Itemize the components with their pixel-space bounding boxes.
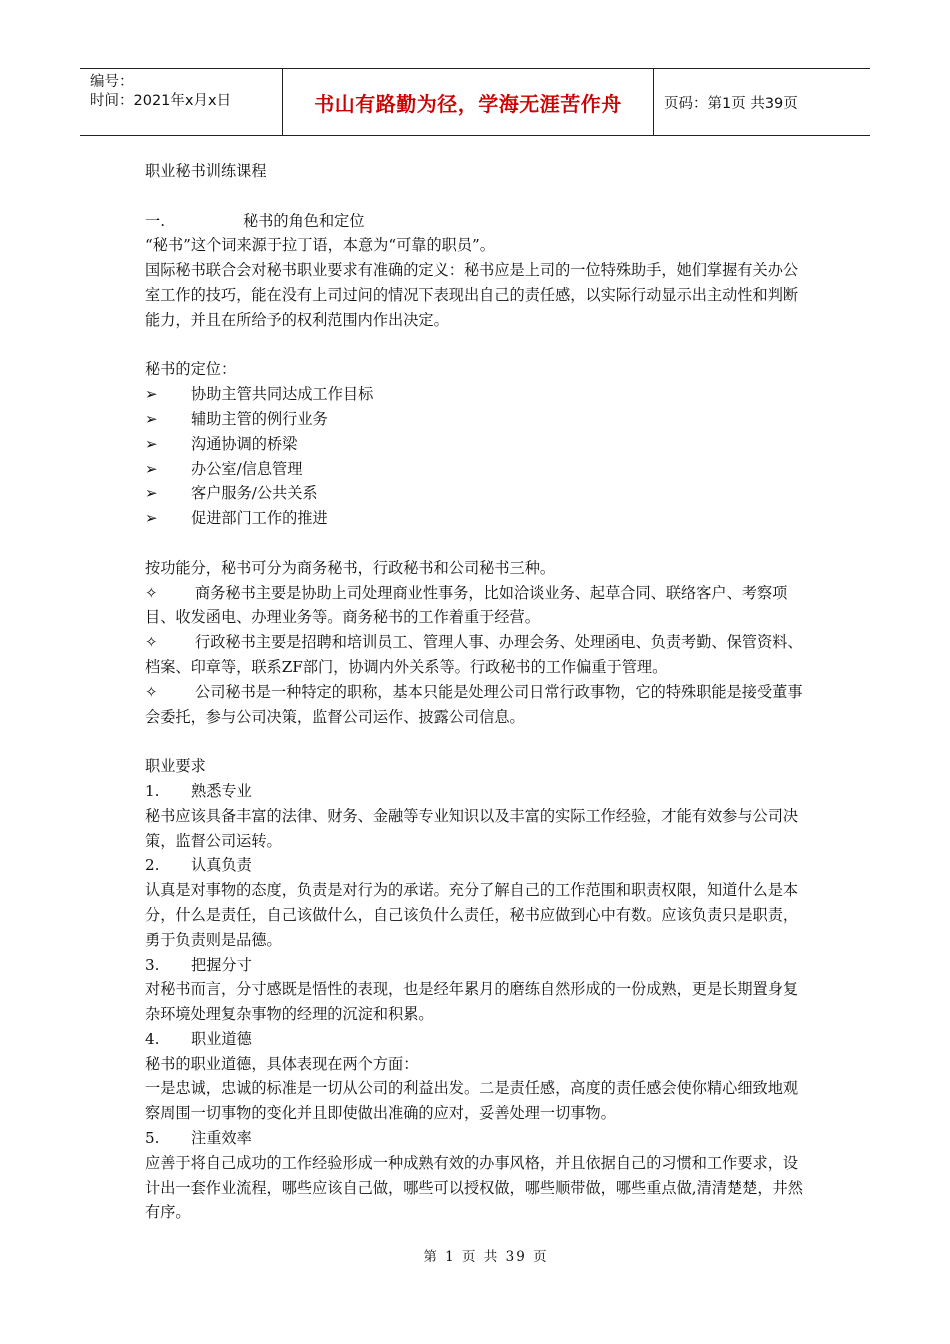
header-time-label: 时间：2021年x月x日 [90, 93, 232, 109]
bullet-diamond-icon: ✧ [145, 583, 158, 602]
requirement-heading: 3. 把握分寸 [145, 955, 252, 974]
requirement-text: 一是忠诚，忠诚的标准是一切从公司的利益出发。二是责任感，高度的责任感会使你精心细致地观察周围一切事物的变化并且即使做出准确的应对，妥善处理一切事物。 [145, 1079, 799, 1123]
bullet-arrow-icon: ➢ [145, 385, 158, 404]
bullet-diamond-icon: ✧ [145, 633, 158, 652]
section-number: 一. [145, 211, 166, 230]
requirement-text: 认真是对事物的态度，负责是对行为的承诺。充分了解自己的工作范围和职责权限，知道什么是本分，什么是责任，自己该做什么，自己该负什么责任，秘书应做到心中有数。应该负责只是职责，勇于负责则是品德。 [145, 881, 799, 949]
bullet-arrow-icon: ➢ [145, 459, 158, 478]
requirement-text: 秘书应该具备丰富的法律、财务、金融等专业知识以及丰富的实际工作经验，才能有效参与公司决策，监督公司运转。 [145, 806, 799, 850]
bullet-arrow-icon: ➢ [145, 434, 158, 453]
list-item: ✧ 商务秘书主要是协助上司处理商业性事务，比如洽谈业务、起草合同、联络客户、考察项目、收发函电、办理业务等。商务秘书的工作着重于经营。 [145, 581, 807, 631]
requirement-text: 对秘书而言，分寸感既是悟性的表现，也是经年累月的磨练自然形成的一份成熟，更是长期置身复杂环境处理复杂事物的经理的沉淀和积累。 [145, 980, 799, 1024]
list-item: ➢ 办公室/信息管理 [145, 457, 807, 482]
bullet-arrow-icon: ➢ [145, 509, 158, 528]
list-item: ➢ 协助主管共同达成工作目标 [145, 382, 807, 407]
bullet-diamond-icon: ✧ [145, 682, 158, 701]
bullet-arrow-icon: ➢ [145, 484, 158, 503]
requirements-title: 职业要求 [145, 757, 206, 776]
positioning-list [145, 382, 807, 531]
header-number-label: 编号： [90, 74, 134, 90]
page-footer: 第 1 页 共 39 页 [423, 1249, 549, 1265]
header-table [80, 68, 870, 136]
definition-paragraph: 国际秘书联合会对秘书职业要求有准确的定义：秘书应是上司的一位特殊助手，她们掌握有关办公室工作的技巧，能在没有上司过问的情况下表现出自己的责任感，以实际行动显示出主动性和判断能力，并且在所给予的权利范围内作出决定。 [145, 261, 799, 329]
list-item: ➢ 沟通协调的桥梁 [145, 432, 807, 457]
document-body [145, 150, 807, 1225]
requirement-heading: 2. 认真负责 [145, 856, 252, 875]
section-heading [145, 209, 807, 234]
requirement-text: 应善于将自己成功的工作经验形成一种成熟有效的办事风格，并且依据自己的习惯和工作要求，设计出一套作业流程，哪些应该自己做，哪些可以授权做，哪些顺带做，哪些重点做,清清楚楚，井然有序。 [145, 1153, 803, 1222]
bullet-arrow-icon: ➢ [145, 409, 158, 428]
list-item: ✧ 行政秘书主要是招聘和培训员工、管理人事、办理会务、处理函电、负责考勤、保管资料、档案、印章等，联系ZF部门，协调内外关系等。行政秘书的工作偏重于管理。 [145, 630, 807, 680]
list-item: ➢ 客户服务/公共关系 [145, 481, 807, 506]
header-page-info: 页码：第1页 共39页 [664, 95, 798, 112]
header-meta-cell [80, 69, 283, 135]
list-item: ➢ 促进部门工作的推进 [145, 506, 807, 531]
section-title: 秘书的角色和定位 [243, 211, 365, 230]
positioning-title: 秘书的定位： [145, 360, 237, 379]
origin-paragraph: “秘书”这个词来源于拉丁语，本意为“可靠的职员”。 [145, 236, 495, 255]
document-title: 职业秘书训练课程 [145, 162, 267, 180]
types-list [145, 581, 807, 730]
requirement-text: 秘书的职业道德，具体表现在两个方面： [145, 1054, 419, 1073]
requirement-heading: 4. 职业道德 [145, 1029, 252, 1048]
list-item: ➢ 辅助主管的例行业务 [145, 407, 807, 432]
types-intro: 按功能分，秘书可分为商务秘书，行政秘书和公司秘书三种。 [145, 558, 556, 577]
list-item: ✧ 公司秘书是一种特定的职称，基本只能是处理公司日常行政事物，它的特殊职能是接受董事会委托，参与公司决策，监督公司运作、披露公司信息。 [145, 680, 807, 730]
requirement-heading: 5. 注重效率 [145, 1129, 252, 1148]
requirement-heading: 1. 熟悉专业 [145, 781, 252, 800]
header-motto: 书山有路勤为径，学海无涯苦作舟 [283, 69, 654, 135]
